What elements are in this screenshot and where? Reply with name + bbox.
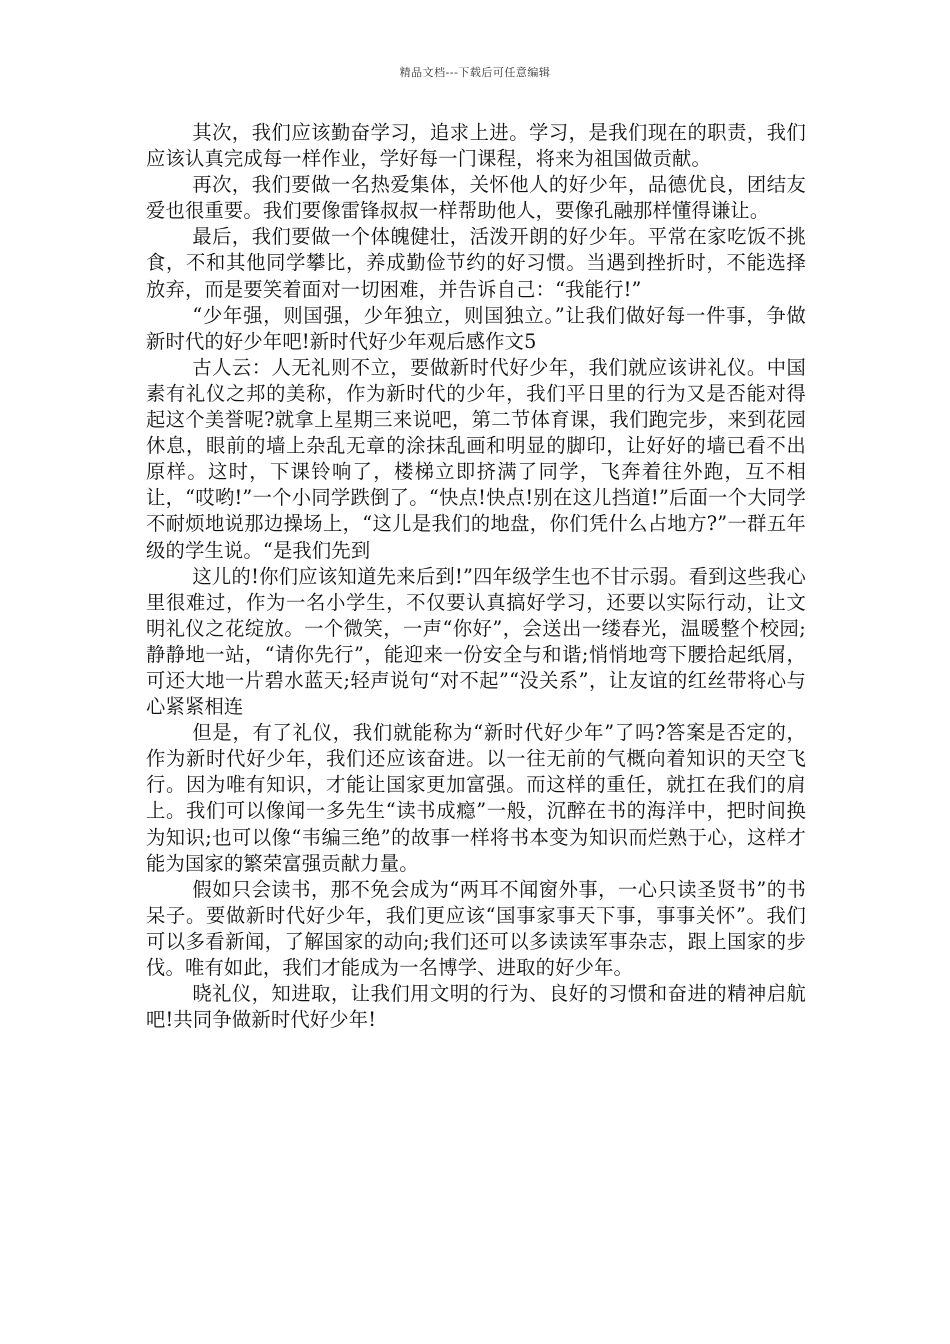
paragraph: 这儿的!你们应该知道先来后到!”四年级学生也不甘示弱。看到这些我心里很难过，作为一名小学生，不仅要认真搞好学习，还要以实际行动，让文明礼仪之花绽放。一个微笑，一声“你好”，会送出一缕春光，温暖整个校园;静静地一站，“请你先行”，能迎来一份安全与和谐;悄悄地弯下腰拾起纸屑，可还大地一片碧水蓝天;轻声说句“对不起”“没关系”，让友谊的红丝带将心与心紧紧相连 — [146, 564, 806, 719]
paragraph: 但是，有了礼仪，我们就能称为“新时代好少年”了吗?答案是否定的，作为新时代好少年，我们还应该奋进。以一往无前的气概向着知识的天空飞行。因为唯有知识，才能让国家更加富强。而这样的重任，就扛在我们的肩上。我们可以像闻一多先生“读书成瘾”一般，沉醉在书的海洋中，把时间换为知识;也可以像“韦编三绝”的故事一样将书本变为知识而烂熟于心，这样才能为国家的繁荣富强贡献力量。 — [146, 721, 806, 875]
paragraph: 假如只会读书，那不免会成为“两耳不闻窗外事，一心只读圣贤书”的书呆子。要做新时代好少年，我们更应该“国事家事天下事，事事关怀”。我们可以多看新闻，了解国家的动向;我们还可以多读读军事杂志，跟上国家的步伐。唯有如此，我们才能成为一名博学、进取的好少年。 — [146, 877, 806, 979]
paragraph: 再次，我们要做一名热爱集体，关怀他人的好少年，品德优良，团结友爱也很重要。我们要像雷锋叔叔一样帮助他人，要像孔融那样懂得谦让。 — [146, 173, 806, 223]
document-body — [146, 120, 806, 1033]
paragraph: “少年强，则国强，少年独立，则国独立。”让我们做好每一件事，争做新时代的好少年吧!新时代好少年观后感作文5 — [146, 303, 806, 353]
paragraph: 其次，我们应该勤奋学习，追求上进。学习，是我们现在的职责，我们应该认真完成每一样作业，学好每一门课程，将来为祖国做贡献。 — [146, 121, 806, 171]
page-header: 精品文档---下载后可任意编辑 — [399, 66, 551, 79]
paragraph: 晓礼仪，知进取，让我们用文明的行为、良好的习惯和奋进的精神启航吧!共同争做新时代好少年! — [146, 982, 806, 1032]
paragraph: 古人云：人无礼则不立，要做新时代好少年，我们就应该讲礼仪。中国素有礼仪之邦的美称，作为新时代的少年，我们平日里的行为又是否能对得起这个美誉呢?就拿上星期三来说吧，第二节体育课，我们跑完步，来到花园休息，眼前的墙上杂乱无章的涂抹乱画和明显的脚印，让好好的墙已看不出原样。这时，下课铃响了，楼梯立即挤满了同学，飞奔着往外跑，互不相让，“哎哟!”一个小同学跌倒了。“快点!快点!别在这儿挡道!”后面一个大同学不耐烦地说那边操场上，“这儿是我们的地盘，你们凭什么占地方?”一群五年级的学生说。“是我们先到 — [146, 355, 806, 562]
paragraph: 最后，我们要做一个体魄健壮，活泼开朗的好少年。平常在家吃饭不挑食，不和其他同学攀比，养成勤俭节约的好习惯。当遇到挫折时，不能选择放弃，而是要笑着面对一切困难，并告诉自己：“我能行!” — [146, 225, 806, 301]
